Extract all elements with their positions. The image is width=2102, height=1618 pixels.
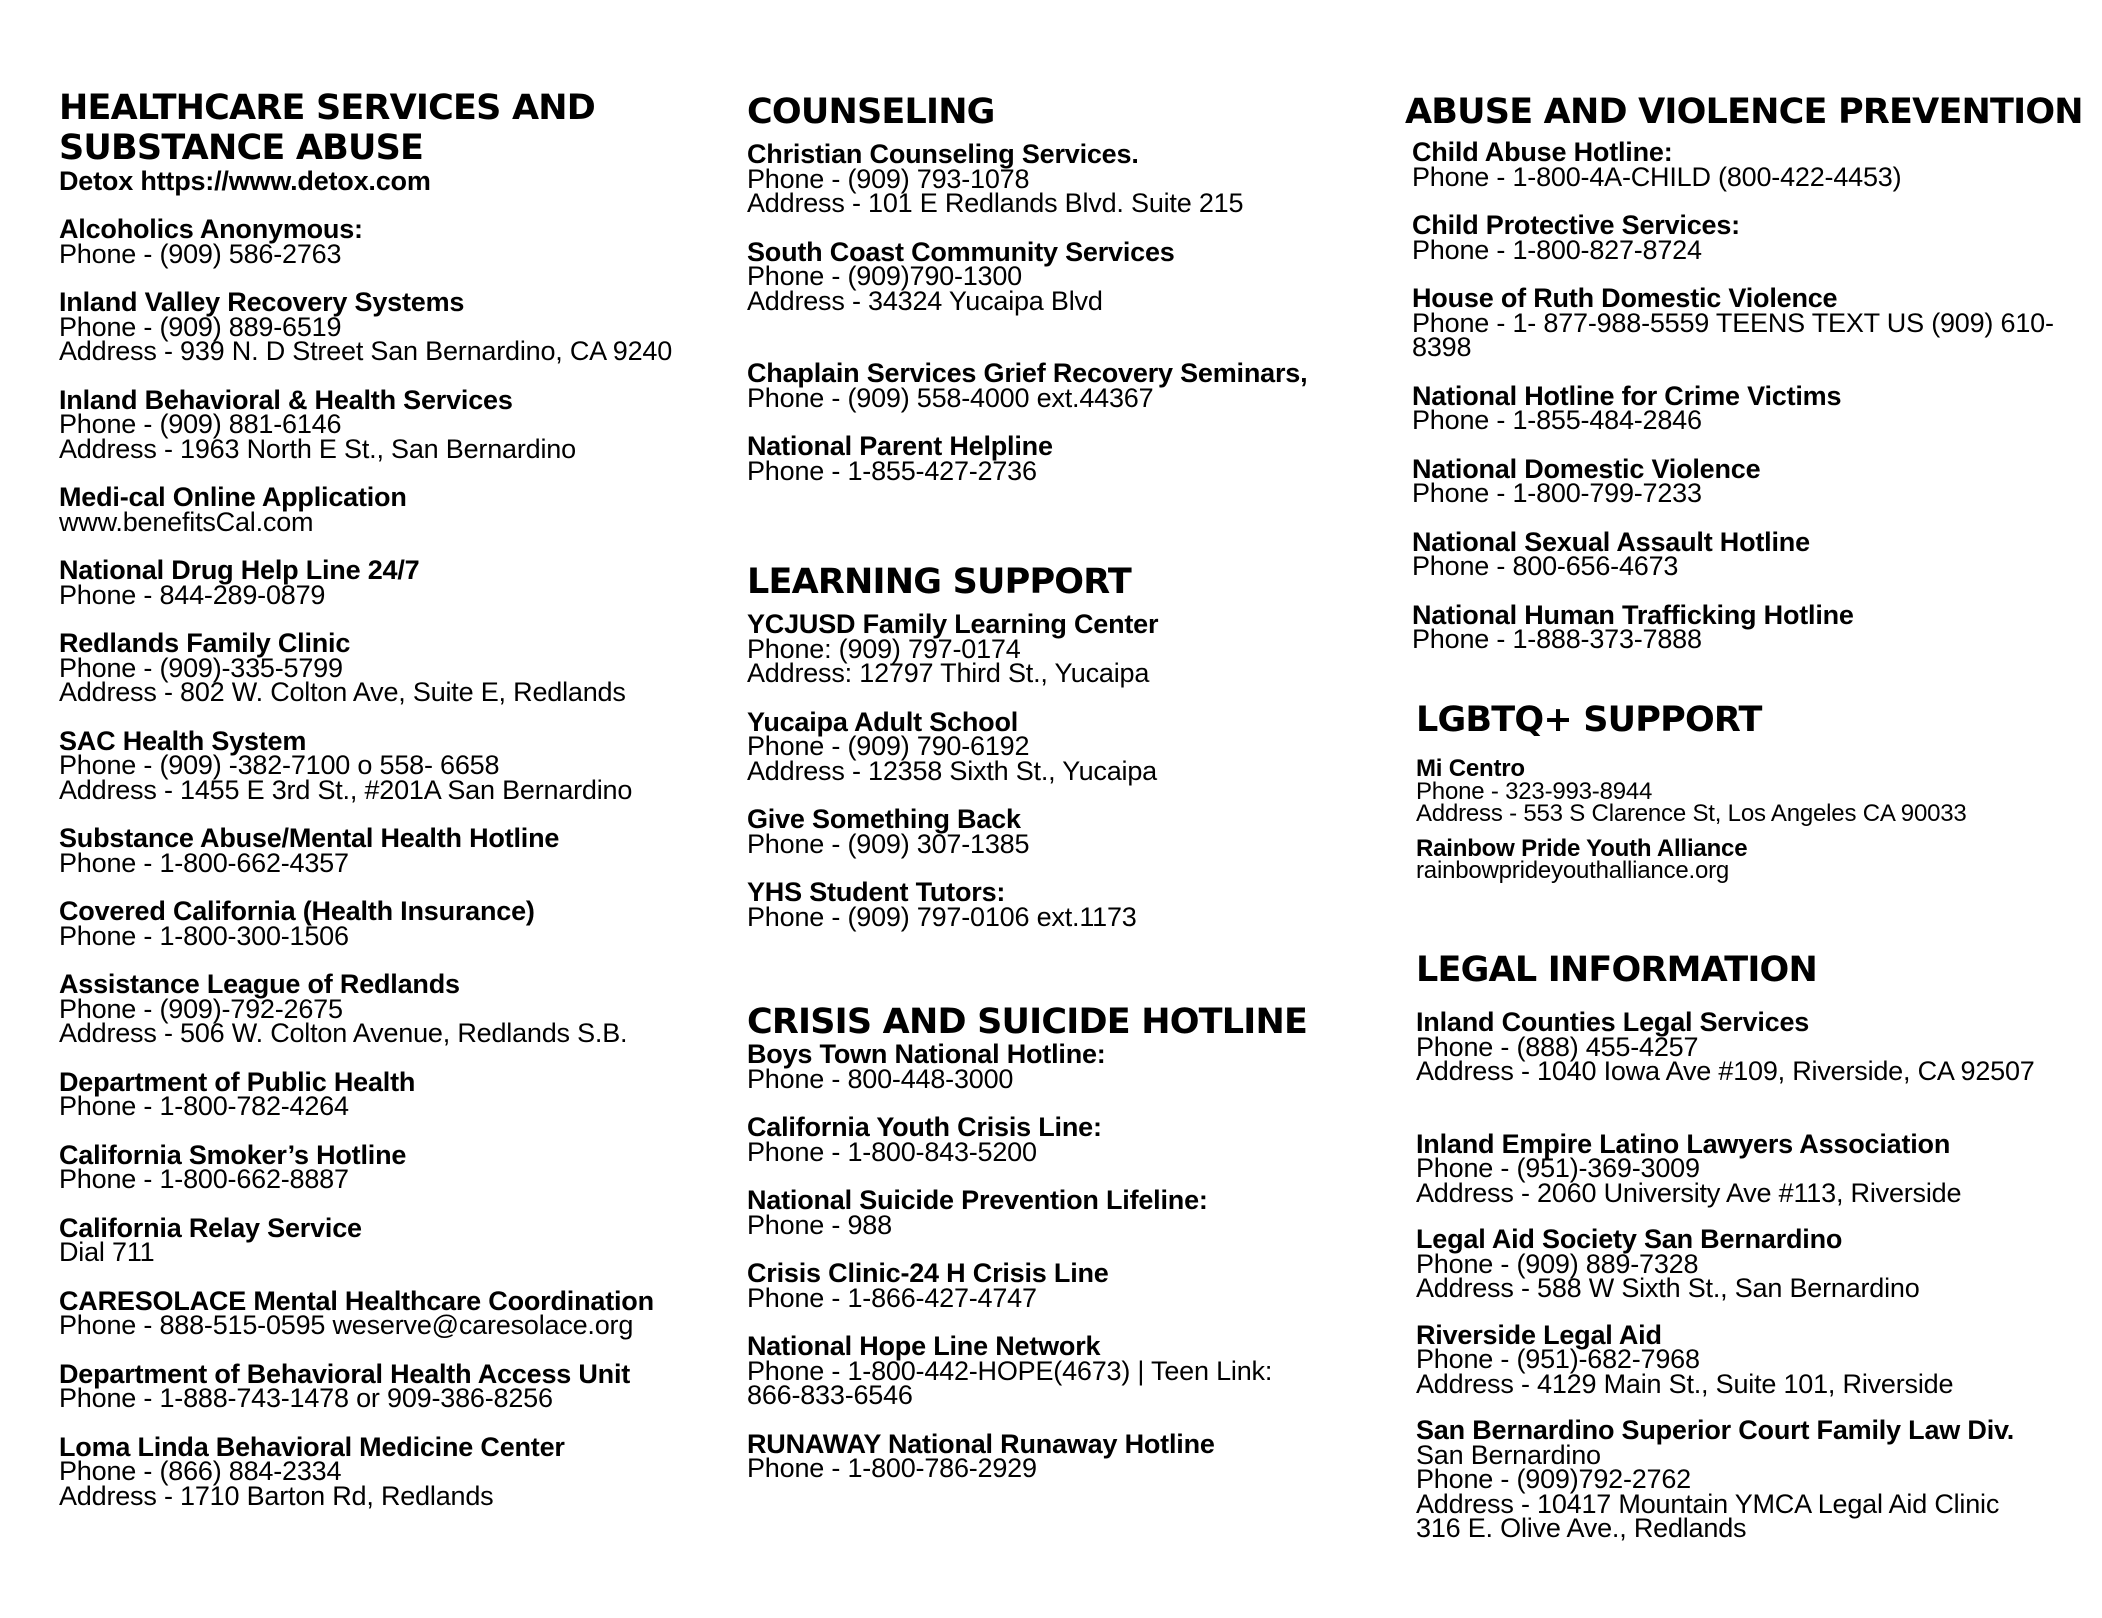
section-title-crisis: CRISIS AND SUICIDE HOTLINE: [747, 1002, 1308, 1042]
resource-name: Mi Centro: [1416, 755, 1525, 782]
resource-name: House of Ruth Domestic Violence: [1412, 283, 1838, 313]
resource-detail: Phone - (909) -382-7100 o 558- 6658: [59, 750, 500, 780]
crisis-entries: [747, 1039, 1387, 1483]
resource-detail: Phone - 1-800-782-4264: [59, 1091, 349, 1121]
resource-detail: Address - 802 W. Colton Ave, Suite E, Redlands: [59, 677, 626, 707]
resource-name: Christian Counseling Services.: [747, 139, 1139, 169]
resource-entry: [59, 1358, 719, 1413]
resource-name: Give Something Back: [747, 804, 1021, 834]
resource-entry: [59, 214, 719, 269]
resource-name: National Sexual Assault Hotline: [1412, 526, 1810, 557]
resource-detail: Address - 2060 University Ave #113, Riverside: [1416, 1177, 1962, 1208]
resource-detail: San Bernardino: [1416, 1439, 1601, 1470]
resource-entry: [747, 1428, 1387, 1483]
resource-entry: [747, 1258, 1387, 1313]
resource-entry: [59, 384, 719, 464]
resource-detail: Phone - 844-289-0879: [59, 579, 326, 610]
resource-entry: [1416, 1224, 2101, 1303]
resource-detail: Phone: (909) 797-0174: [747, 633, 1021, 664]
resource-name: Legal Aid Society San Bernardino: [1416, 1224, 1843, 1254]
resource-entry: [59, 1285, 719, 1340]
resource-entry: [747, 1185, 1387, 1240]
resource-detail: 316 E. Olive Ave., Redlands: [1416, 1513, 1747, 1543]
resource-entry: [1412, 599, 2090, 654]
resource-entry: [1412, 453, 2090, 508]
resource-name: Child Protective Services:: [1412, 210, 1740, 240]
resource-entry: [1412, 526, 2090, 581]
resource-name: Child Abuse Hotline:: [1412, 137, 1673, 167]
resource-detail: Phone - 1-855-484-2846: [1412, 405, 1702, 435]
resource-entry: [747, 431, 1387, 486]
resource-detail: Phone - 1-800-4A-CHILD (800-422-4453): [1412, 161, 1902, 192]
resource-entry: [747, 706, 1387, 786]
resource-entry: [1416, 1319, 2101, 1399]
resource-name: RUNAWAY National Runaway Hotline: [747, 1428, 1215, 1459]
resource-entry: [747, 609, 1387, 688]
resource-name: Loma Linda Behavioral Medicine Center: [59, 1431, 565, 1462]
section-lgbtq: [1405, 700, 2101, 883]
resource-detail: Address - 12358 Sixth St., Yucaipa: [747, 755, 1157, 786]
resource-name: Rainbow Pride Youth Alliance: [1416, 834, 1748, 862]
resource-detail: Phone - 1-888-373-7888: [1412, 624, 1702, 654]
resource-entry: [1412, 283, 2090, 362]
resource-detail: Phone - 1-800-662-8887: [59, 1164, 349, 1194]
resource-name: Alcoholics Anonymous:: [59, 214, 363, 244]
resource-name: Inland Empire Latino Lawyers Association: [1416, 1128, 1951, 1159]
resource-detail: www.benefitsCal.com: [59, 506, 314, 537]
resource-name: Inland Counties Legal Services: [1416, 1007, 1810, 1037]
resource-detail: Phone - 888-515-0595 weserve@caresolace.org: [59, 1310, 634, 1340]
resource-entry: [1416, 1128, 2101, 1208]
resource-name: Substance Abuse/Mental Health Hotline: [59, 823, 560, 853]
section-title-lgbtq: LGBTQ+ SUPPORT: [1416, 700, 1762, 740]
resource-name: Medi-cal Online Application: [59, 482, 407, 512]
resource-name: Department of Behavioral Health Access Unit: [59, 1358, 631, 1389]
resource-entry: [747, 1112, 1387, 1167]
resource-detail: Address - 553 S Clarence St, Los Angeles CA 90033: [1416, 800, 1967, 827]
resource-entry: [747, 804, 1387, 859]
resource-detail: Phone - (909)792-2762: [1416, 1464, 1692, 1494]
resource-detail: Phone - 1-800-442-HOPE(4673) | Teen Link:: [747, 1355, 1273, 1386]
resource-name: National Hotline for Crime Victims: [1412, 380, 1842, 411]
section-counseling: [747, 92, 1387, 486]
resource-detail: Phone - (951)-369-3009: [1416, 1153, 1700, 1183]
resource-entry: [59, 287, 719, 366]
resource-detail: Address - 10417 Mountain YMCA Legal Aid Clinic: [1416, 1488, 2000, 1519]
resource-entry: [747, 358, 1387, 413]
resource-entry: [747, 236, 1387, 316]
resource-entry: [59, 1212, 719, 1267]
resource-name: YHS Student Tutors:: [747, 877, 1006, 907]
resource-detail: Phone - 988: [747, 1209, 892, 1240]
resource-name: Department of Public Health: [59, 1066, 416, 1097]
resource-name: South Coast Community Services: [747, 236, 1175, 267]
resource-entry: [59, 725, 719, 805]
resource-detail: Address - 1963 North E St., San Bernardino: [59, 433, 576, 464]
resource-name: California Relay Service: [59, 1212, 362, 1243]
resource-name: California Youth Crisis Line:: [747, 1112, 1102, 1142]
section-title-counseling: COUNSELING: [747, 92, 995, 132]
resource-detail: Address - 588 W Sixth St., San Bernardino: [1416, 1273, 1920, 1303]
healthcare-entries: [59, 214, 719, 1511]
section-title-line-1: HEALTHCARE SERVICES AND: [59, 88, 595, 128]
resource-detail: Phone - 1-866-427-4747: [747, 1282, 1037, 1313]
resource-detail: Phone - 1-800-662-4357: [59, 847, 349, 878]
resource-name: Inland Behavioral & Health Services: [59, 384, 513, 415]
resource-detail: Phone - (909) 558-4000 ext.44367: [747, 382, 1154, 413]
resource-detail: Phone - 800-656-4673: [1412, 551, 1679, 581]
resource-detail: Phone - 1-800-843-5200: [747, 1136, 1037, 1167]
resource-detail: Phone - 1-800-799-7233: [1412, 478, 1702, 508]
resource-detail: 8398: [1412, 332, 1472, 362]
resource-entry: [59, 482, 719, 537]
resource-name: YCJUSD Family Learning Center: [747, 609, 1159, 639]
resource-detail: 866-833-6546: [747, 1380, 913, 1410]
resource-name: Assistance League of Redlands: [59, 969, 460, 999]
resource-name: Boys Town National Hotline:: [747, 1039, 1106, 1069]
resource-detail: Address: 12797 Third St., Yucaipa: [747, 658, 1150, 688]
resource-detail: Phone - (909) 307-1385: [747, 828, 1030, 859]
resource-detail: Phone - 323-993-8944: [1416, 777, 1653, 805]
resource-name: National Drug Help Line 24/7: [59, 555, 420, 585]
resource-name: Covered California (Health Insurance): [59, 896, 535, 926]
resource-name: Crisis Clinic-24 H Crisis Line: [747, 1258, 1109, 1288]
resource-name: Riverside Legal Aid: [1416, 1319, 1662, 1350]
resource-entry: [59, 1431, 719, 1511]
section-title-line-2: SUBSTANCE ABUSE: [59, 128, 424, 168]
resource-entry: [747, 877, 1387, 932]
resource-detail: Address - 1455 E 3rd St., #201A San Bernardino: [59, 774, 633, 805]
resource-detail: Address - 506 W. Colton Avenue, Redlands S.B.: [59, 1018, 628, 1048]
resource-name: California Smoker’s Hotline: [59, 1139, 407, 1170]
resource-entry: [747, 1331, 1387, 1410]
resource-detail: Phone - (909) 889-6519: [59, 311, 342, 342]
resource-entry: [1416, 1415, 2101, 1543]
resource-detail: Phone - 1-800-786-2929: [747, 1453, 1037, 1483]
resource-detail: Phone - (909)-792-2675: [59, 993, 343, 1024]
resource-detail: Phone - (888) 455-4257: [1416, 1031, 1699, 1062]
resource-entry: [747, 1039, 1387, 1094]
resource-entry: [59, 628, 719, 707]
resource-entry: [59, 555, 719, 610]
resource-detail: Address - 34324 Yucaipa Blvd: [747, 285, 1103, 316]
resource-entry: [1416, 755, 2101, 827]
resource-detail: Phone - (909) 889-7328: [1416, 1248, 1699, 1279]
resource-detail: Phone - (866) 884-2334: [59, 1456, 342, 1486]
resource-detail: Phone - 1-855-427-2736: [747, 455, 1037, 486]
resource-detail: Address - 939 N. D Street San Bernardino, CA 9240: [59, 336, 673, 366]
legal-entries: [1416, 1007, 2101, 1543]
learning-entries: [747, 609, 1387, 932]
resource-entry: [59, 896, 719, 951]
resource-detail: Phone - (909)-335-5799: [59, 652, 343, 683]
resource-detail: Address - 1710 Barton Rd, Redlands: [59, 1480, 494, 1511]
detox-link[interactable]: Detox https://www.detox.com: [59, 166, 431, 196]
resource-name: San Bernardino Superior Court Family Law Div.: [1416, 1415, 2015, 1445]
section-abuse: [1405, 92, 2090, 652]
section-title-healthcare: [59, 88, 719, 168]
section-title-abuse: ABUSE AND VIOLENCE PREVENTION: [1405, 92, 2083, 132]
resource-entry: [1416, 1007, 2101, 1086]
resource-detail: Phone - (909) 797-0106 ext.1173: [747, 901, 1137, 932]
resource-detail: Phone - 800-448-3000: [747, 1063, 1014, 1094]
resource-detail: Address - 101 E Redlands Blvd. Suite 215: [747, 188, 1244, 218]
resource-name: Chaplain Services Grief Recovery Seminars,: [747, 358, 1308, 388]
resource-detail: Phone - (909)790-1300: [747, 261, 1023, 291]
section-healthcare: [59, 88, 719, 1511]
resource-detail: Phone - (951)-682-7968: [1416, 1344, 1700, 1374]
resource-name: Yucaipa Adult School: [747, 706, 1019, 737]
resource-detail: Phone - 1-888-743-1478 or 909-386-8256: [59, 1383, 553, 1413]
section-legal: [1405, 950, 2101, 1541]
section-learning: [747, 562, 1387, 932]
resource-detail: Address - 4129 Main St., Suite 101, Riverside: [1416, 1368, 1954, 1399]
resource-name: National Parent Helpline: [747, 431, 1053, 461]
section-crisis: [747, 1002, 1387, 1481]
resource-name: National Human Trafficking Hotline: [1412, 599, 1854, 630]
resource-detail: Phone - 1-800-300-1506: [59, 920, 349, 951]
section-title-learning: LEARNING SUPPORT: [747, 562, 1131, 602]
counseling-entries: [747, 139, 1387, 486]
resource-detail: Phone - (909) 793-1078: [747, 163, 1030, 194]
resource-detail: Phone - 1-800-827-8724: [1412, 234, 1702, 265]
resource-name: National Domestic Violence: [1412, 453, 1761, 484]
resource-entry: [59, 823, 719, 878]
resource-detail: Address - 1040 Iowa Ave #109, Riverside, CA 92507: [1416, 1056, 2035, 1086]
resource-name: Redlands Family Clinic: [59, 628, 351, 658]
resource-detail: Phone - (909) 790-6192: [747, 731, 1030, 761]
resource-entry: [1412, 380, 2090, 435]
lgbtq-entries: [1416, 755, 2101, 884]
section-title-legal: LEGAL INFORMATION: [1416, 950, 1817, 990]
resource-detail: Dial 711: [59, 1237, 155, 1267]
resource-entry: [59, 1066, 719, 1121]
abuse-entries: [1405, 137, 2090, 654]
resource-detail: rainbowprideyouthalliance.org: [1416, 857, 1730, 884]
resource-entry: [59, 1139, 719, 1194]
resource-entry: [59, 969, 719, 1048]
resource-detail: Phone - (909) 586-2763: [59, 238, 342, 269]
resource-name: National Hope Line Network: [747, 1331, 1101, 1361]
resource-name: CARESOLACE Mental Healthcare Coordination: [59, 1285, 654, 1316]
resource-entry: [747, 139, 1387, 218]
resource-entry: [1416, 834, 2101, 884]
resource-entry: [1412, 137, 2090, 192]
resource-name: National Suicide Prevention Lifeline:: [747, 1185, 1208, 1215]
resource-detail: Phone - (909) 881-6146: [59, 409, 342, 439]
resource-name: SAC Health System: [59, 725, 307, 756]
resource-entry: [1412, 210, 2090, 265]
resource-name: Inland Valley Recovery Systems: [59, 287, 465, 317]
resource-detail: Phone - 1- 877-988-5559 TEENS TEXT US (909) 610-: [1412, 307, 2054, 338]
